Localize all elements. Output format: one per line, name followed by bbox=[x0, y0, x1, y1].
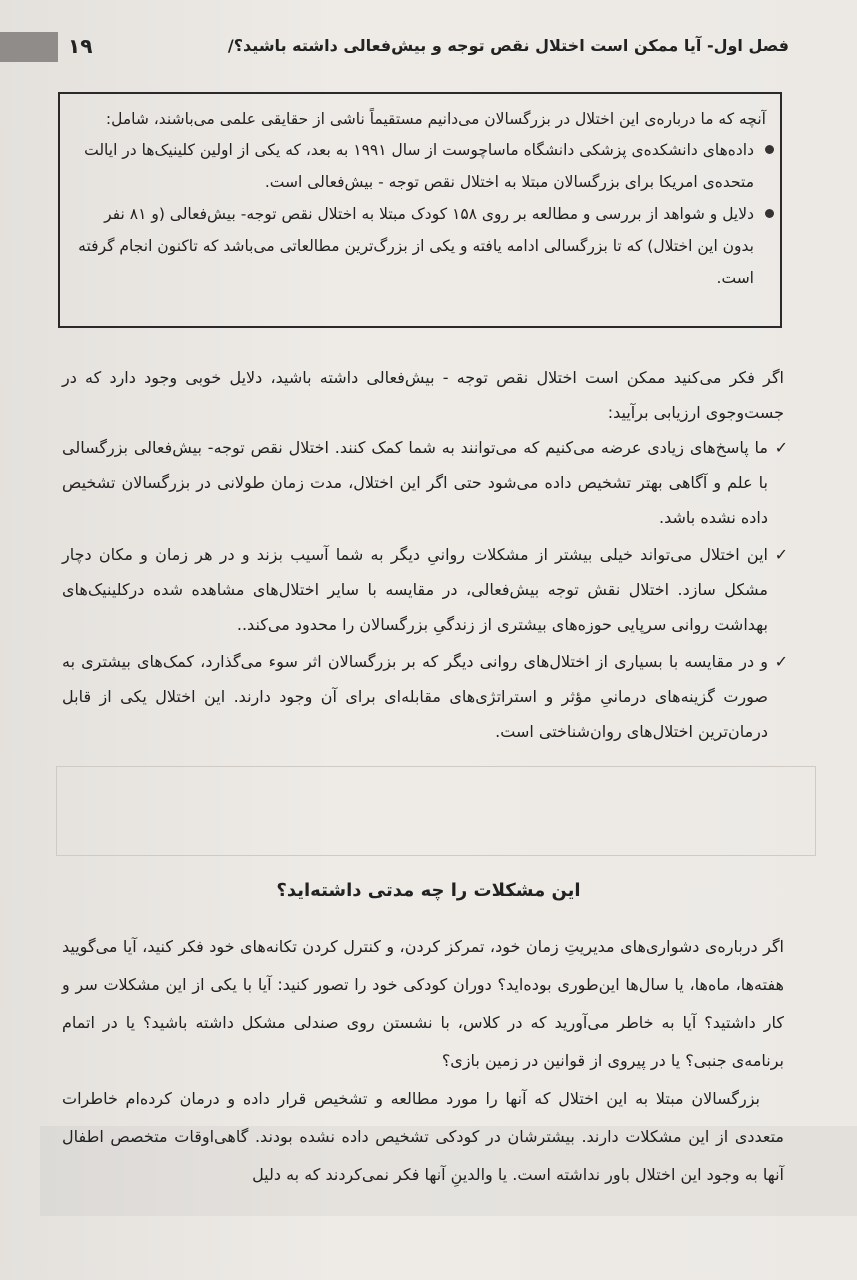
reasons-item-text: این اختلال می‌تواند خیلی بیشتر از مشکلات روانیِ دیگر به شما آسیب بزند و در هر زمان و مکان دچار مشکل سازد. اختلال نقش توجه بیش‌فعالی، در مقایسه با سایر اختلال‌های مشاهده شده درکلینیک‌های بهداشت روانی سرپایی حوزه‌های بیشتری از زندگیِ بزرگسالان را محدود می‌کند.. bbox=[62, 545, 768, 634]
header-gray-bar bbox=[0, 32, 58, 62]
section-heading: این مشکلات را چه مدتی داشته‌اید؟ bbox=[276, 880, 581, 901]
running-header bbox=[0, 30, 857, 64]
facts-bullet: دلایل و شواهد از بررسی و مطالعه بر روی ۱۵۸ کودک مبتلا به اختلال نقص توجه- بیش‌فعالی (و ۸۱ نفر بدون این اختلال) که تا بزرگسالی ادامه یافته و یکی از بزرگ‌ترین مطالعاتی می‌باشد که تاکنون انجام گرفته است. bbox=[74, 198, 766, 294]
reasons-intro: اگر فکر می‌کنید ممکن است اختلال نقص توجه - بیش‌فعالی داشته باشید، دلایل خوبی وجود دارد که در جست‌وجوی ارزیابی برآیید: bbox=[62, 368, 784, 422]
reasons-item bbox=[62, 644, 788, 749]
reasons-item bbox=[62, 537, 788, 642]
reasons-item-text: ما پاسخ‌های زیادی عرضه می‌کنیم که می‌توانند به شما کمک کنند. اختلال نقص توجه- بیش‌فعالی بزرگسالی با علم و آگاهی بهتر تشخیص داده می‌شود حتی اگر این اختلال، مدت زمان طولانی در بزرگسالان تشخیص داده نشده باشد. bbox=[62, 438, 768, 527]
chapter-title: فصل اول- آیا ممکن است اختلال نقص توجه و بیش‌فعالی داشته باشید؟/ bbox=[227, 36, 789, 55]
reasons-item bbox=[62, 430, 788, 535]
bleed-through-frame bbox=[56, 766, 816, 856]
body-paragraph: بزرگسالان مبتلا به این اختلال که آنها را مورد مطالعه و تشخیص قرار داده و درمان کرده‌ام خاطرات متعددی از این مشکلات دارند. بیشترشان در کودکی تشخیص داده نشده بودند. گاهی‌اوقات متخصص اطفال آنها به وجود این اختلال باور نداشته است. یا والدینِ آنها فکر نمی‌کردند که به دلیل bbox=[62, 1089, 784, 1184]
page-number: ۱۹ bbox=[68, 34, 93, 58]
checkmark-icon: ✓ bbox=[774, 438, 788, 457]
body-paragraph: اگر درباره‌ی دشواری‌های مدیریتِ زمان خود، تمرکز کردن، و کنترل کردن تکانه‌های خود فکر کنید، آیا می‌گویید هفته‌ها، ماه‌ها، یا سال‌ها این‌طوری بوده‌اید؟ دوران کودکی خود را تصور کنید: آیا با یکی از این مشکلات سر و کار داشتید؟ آیا به خاطر می‌آورید که در کلاس، با نشستن روی صندلی مشکل داشته باشید؟ یا در اتمام برنامه‌ی جنبی؟ یا در پیروی از قوانین در زمین بازی؟ bbox=[62, 937, 784, 1070]
facts-box bbox=[58, 92, 782, 328]
reasons-item-text: و در مقایسه با بسیاری از اختلال‌های روانی دیگر که بر بزرگسالان اثر سوء می‌گذارد، کمک‌های بیشتری به صورت گزینه‌های درمانیِ مؤثر و استراتژی‌های مقابله‌ای برای آن وجود دارند. این اختلال یکی از قابل درمان‌ترین اختلال‌های روان‌شناختی است. bbox=[62, 652, 768, 741]
duration-section bbox=[62, 928, 784, 1194]
facts-bullet: داده‌های دانشکده‌ی پزشکی دانشگاه ماساچوست از سال ۱۹۹۱ به بعد، که یکی از اولین کلینیک‌ها در ایالت متحده‌ی امریکا برای بزرگسالان مبتلا به اختلال نقص توجه - بیش‌فعالی است. bbox=[74, 134, 766, 198]
reasons-section bbox=[62, 360, 788, 751]
checkmark-icon: ✓ bbox=[774, 652, 788, 671]
facts-list bbox=[74, 134, 766, 294]
facts-box-intro: آنچه که ما درباره‌ی این اختلال در بزرگسالان می‌دانیم مستقیماً ناشی از حقایقی علمی می‌باشند، شامل: bbox=[105, 110, 766, 128]
checkmark-icon: ✓ bbox=[774, 545, 788, 564]
reasons-checklist bbox=[62, 430, 788, 749]
